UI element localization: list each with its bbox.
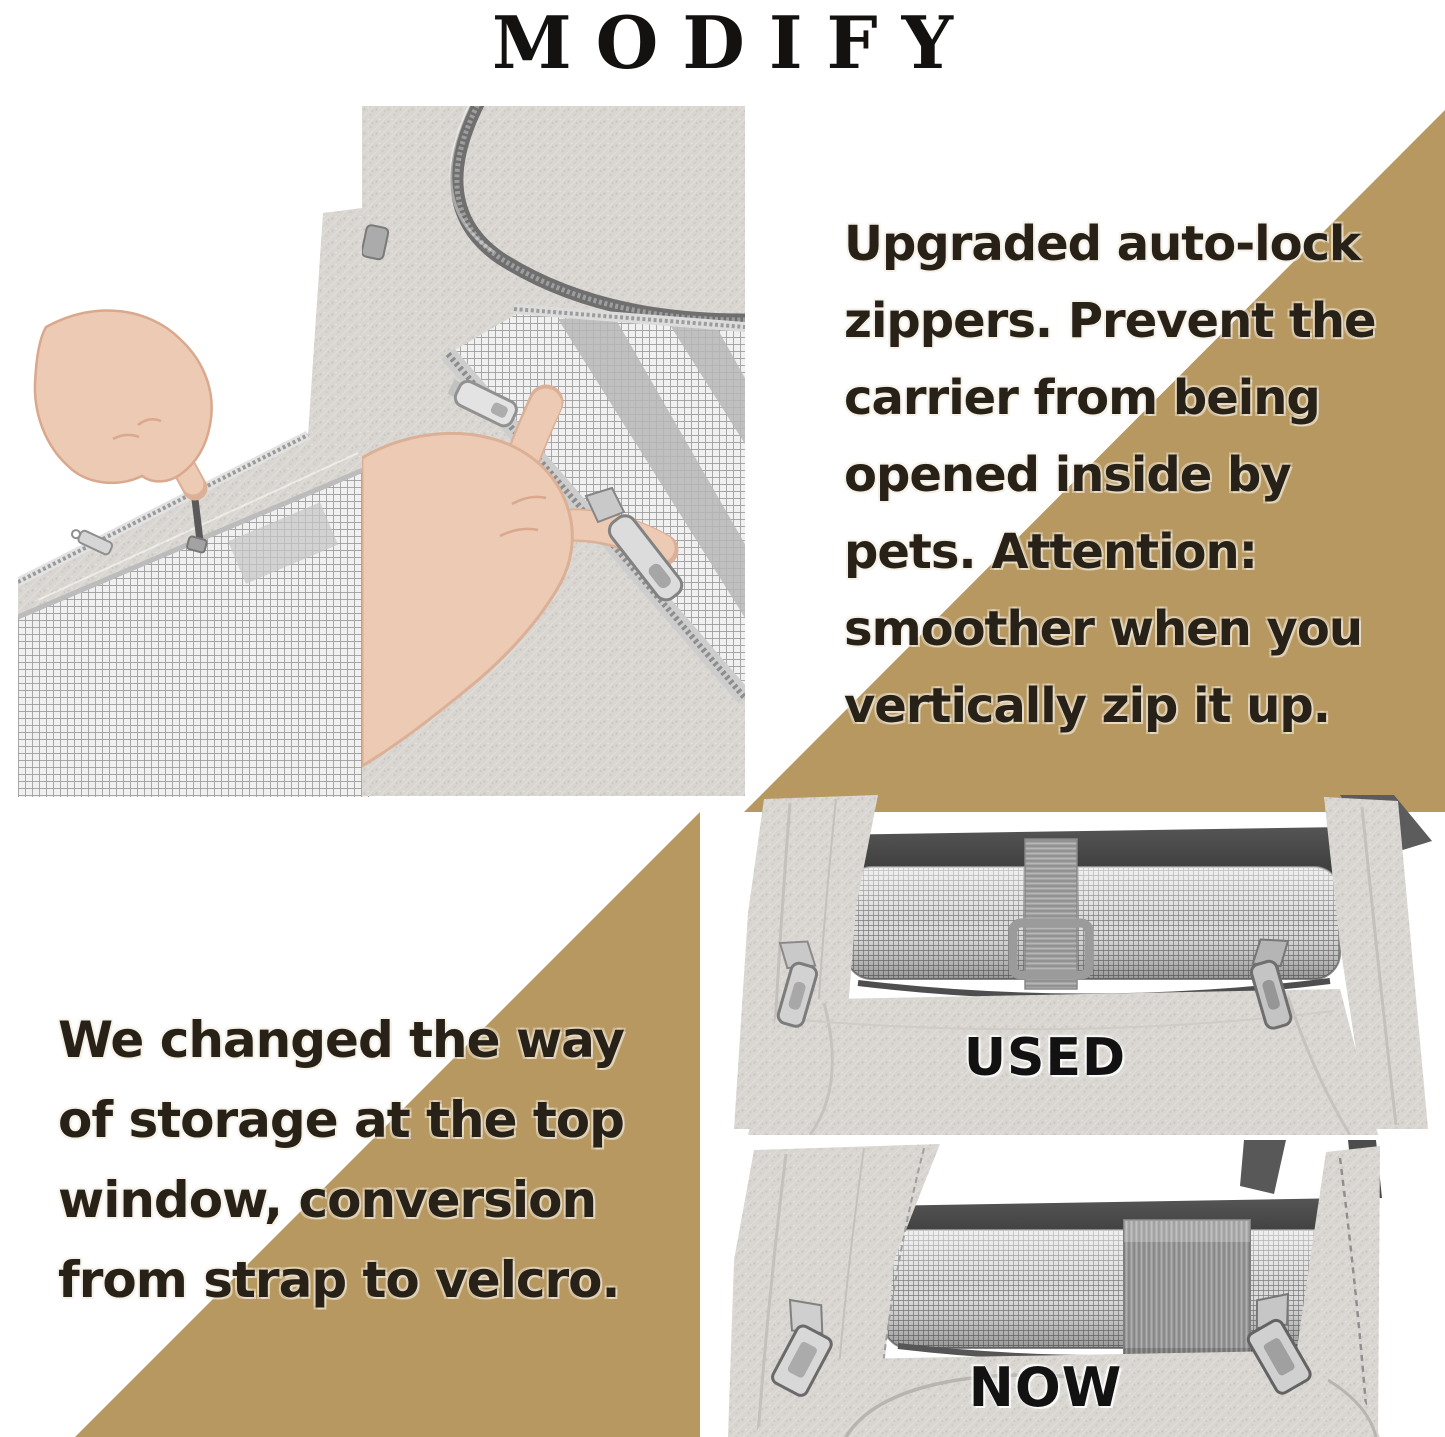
photo-zipper-pull	[362, 106, 745, 796]
feature-line: pets. Attention:	[844, 524, 1257, 580]
feature-line: smoother when you	[844, 601, 1362, 657]
velcro-band	[1124, 1220, 1250, 1370]
feature-line: from strap to velcro.	[58, 1251, 620, 1309]
feature-line: carrier from being	[844, 370, 1320, 426]
feature-line: of storage at the top	[58, 1091, 624, 1149]
photo-zipper-pinch	[18, 95, 370, 797]
page-title: MODIFY	[491, 0, 978, 85]
feature-text-auto-lock-zippers	[844, 206, 1376, 745]
feature-line: Upgraded auto-lock	[844, 216, 1360, 272]
feature-line: window, conversion	[58, 1171, 597, 1229]
feature-line: We changed the way	[58, 1011, 624, 1069]
feature-line: vertically zip it up.	[844, 678, 1330, 734]
used-label: USED	[963, 1028, 1127, 1088]
now-label: NOW	[968, 1356, 1123, 1419]
feature-line: opened inside by	[844, 447, 1291, 503]
feature-text-storage-change	[58, 1000, 624, 1320]
strap-and-buckle	[1013, 839, 1089, 989]
feature-line: zippers. Prevent the	[844, 293, 1376, 349]
